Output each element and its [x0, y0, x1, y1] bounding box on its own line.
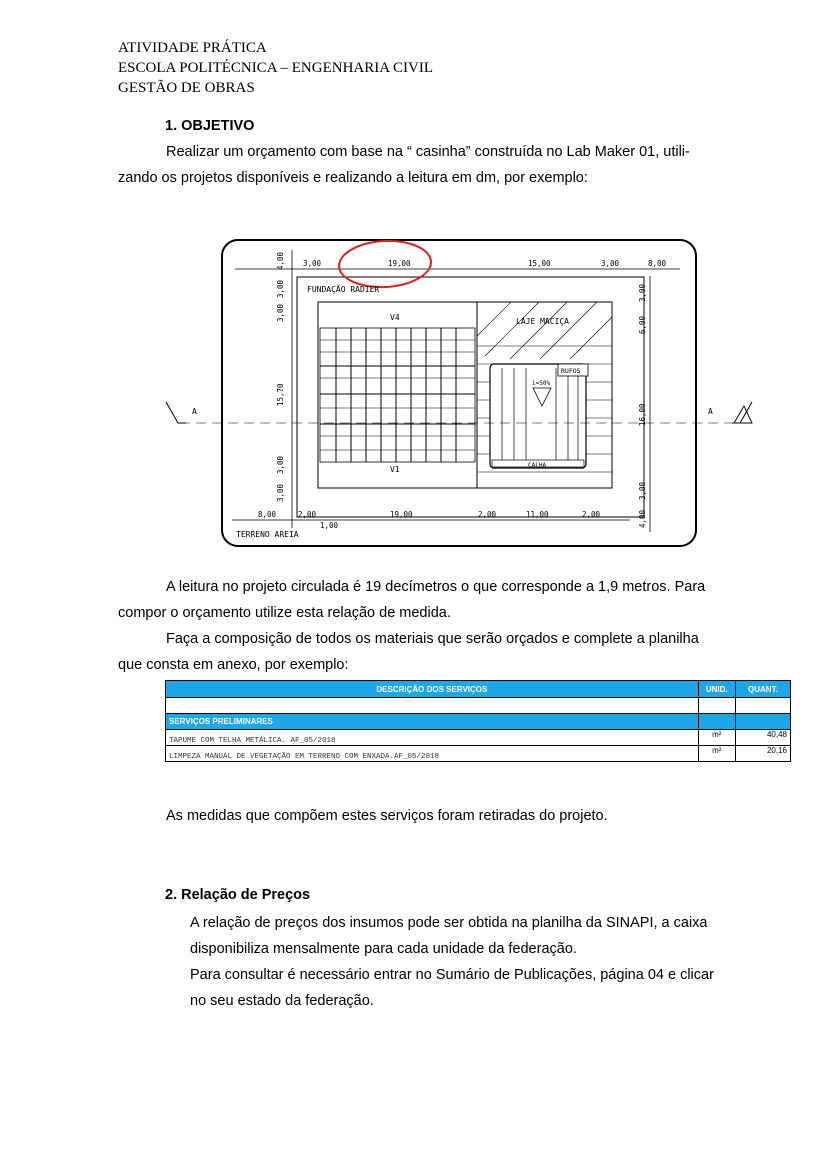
dim-left-4: 15,70 [276, 383, 285, 406]
section-marker-left [166, 402, 186, 423]
table-blank-row [166, 698, 791, 714]
section-objective-title: 1. OBJETIVO [165, 118, 255, 134]
dim-right-4: 3,00 [638, 481, 647, 500]
dim-left-6: 3,00 [276, 483, 285, 502]
dim-top-4: 3,00 [601, 259, 620, 268]
row-quantity: 40,48 [735, 730, 790, 746]
dim-small: 1,00 [320, 521, 339, 530]
header-school: ESCOLA POLITÉCNICA – ENGENHARIA CIVIL [118, 60, 433, 76]
intro-line-1: Realizar um orçamento com base na “ casinha” construída no Lab Maker 01, utili- [166, 144, 690, 160]
closing-line: As medidas que compõem estes serviços foram retiradas do projeto. [166, 808, 608, 824]
services-table [165, 680, 791, 762]
slab-hatch [477, 302, 612, 359]
explanation-line-1: A leitura no projeto circulada é 19 decímetros o que corresponde a 1,9 metros. Para [166, 579, 706, 595]
intro-line-2: zando os projetos disponíveis e realizando a leitura em dm, por exemplo: [118, 170, 588, 186]
row-unit: m² [698, 746, 735, 762]
section-mark-right: A [708, 407, 713, 416]
explanation-line-2: compor o orçamento utilize esta relação de medida. [118, 605, 451, 621]
dim-top-2: 19,00 [388, 259, 411, 268]
dim-bottom-3: 19,00 [390, 510, 413, 519]
table-row [166, 746, 791, 762]
dim-bottom-4: 2,00 [478, 510, 497, 519]
label-gutter: CALHA [528, 462, 547, 469]
prices-line-3: Para consultar é necessário entrar no Sumário de Publicações, página 04 e clicar [190, 967, 714, 983]
dim-bottom-1: 8,00 [258, 510, 277, 519]
section-mark-left: A [192, 407, 197, 416]
closing-note [166, 803, 608, 829]
dim-right-5: 4,00 [638, 509, 647, 528]
dim-top-3: 15,00 [528, 259, 551, 268]
label-flashing: RUFOS [561, 367, 581, 375]
dim-bottom-2: 2,00 [298, 510, 317, 519]
group-label: SERVIÇOS PRELIMINARES [166, 714, 699, 730]
dim-left-2: 3,00 [276, 279, 285, 298]
row-unit: m² [698, 730, 735, 746]
label-slope: i=50% [532, 380, 551, 387]
prices-line-4: no seu estado da federação. [190, 993, 374, 1009]
foundation-radier-outline [297, 277, 644, 517]
label-ground: TERRENO AREIA [236, 530, 299, 539]
row-quantity: 20,16 [735, 746, 790, 762]
row-description: LIMPEZA MANUAL DE VEGETAÇÃO EM TERRENO COM ENXADA.AF_05/2018 [166, 746, 699, 762]
tile-roof [320, 328, 475, 462]
section-marker-right [732, 402, 752, 423]
dim-right-1: 3,00 [638, 283, 647, 302]
dim-bottom-6: 2,00 [582, 510, 601, 519]
prices-line-2: disponibiliza mensalmente para cada unidade da federação. [190, 941, 577, 957]
site-boundary [222, 240, 696, 546]
table-header-row [166, 681, 791, 698]
reading-explanation [118, 574, 705, 678]
dim-left-1: 4,00 [276, 251, 285, 270]
header-course: GESTÃO DE OBRAS [118, 80, 255, 96]
explanation-line-4: que consta em anexo, por exemplo: [118, 657, 349, 673]
table-row [166, 730, 791, 746]
row-description: TAPUME COM TELHA METÁLICA. AF_05/2018 [166, 730, 699, 746]
document-header [118, 38, 433, 98]
label-v4: V4 [390, 313, 400, 322]
section-prices-title: 2. Relação de Preços [165, 887, 311, 903]
table-group-row [166, 714, 791, 730]
dim-left-5: 3,00 [276, 455, 285, 474]
label-slab: LAJE MACIÇA [516, 317, 569, 326]
header-description: DESCRIÇÃO DOS SERVIÇOS [166, 681, 699, 698]
header-activity: ATIVIDADE PRÁTICA [118, 40, 267, 56]
dim-bottom-5: 11,00 [526, 510, 549, 519]
header-quantity: QUANT. [735, 681, 790, 698]
label-foundation: FUNDAÇÃO RADIER [307, 285, 380, 294]
dim-left-3: 3,00 [276, 303, 285, 322]
dim-top-5: 8,00 [648, 259, 667, 268]
dim-right-3: 16,00 [638, 403, 647, 426]
prices-paragraph [190, 910, 714, 1014]
label-v1: V1 [390, 465, 400, 474]
dim-right-2: 6,00 [638, 315, 647, 334]
objective-intro [118, 139, 690, 191]
prices-line-1: A relação de preços dos insumos pode ser obtida na planilha da SINAPI, a caixa [190, 915, 708, 931]
section-arrow-right [734, 406, 752, 423]
explanation-line-3: Faça a composição de todos os materiais que serão orçados e complete a planilha [166, 631, 699, 647]
highlight-circle [338, 239, 432, 290]
floor-plan-drawing [160, 236, 760, 554]
header-unit: UNID. [698, 681, 735, 698]
dim-top-1: 3,00 [303, 259, 322, 268]
